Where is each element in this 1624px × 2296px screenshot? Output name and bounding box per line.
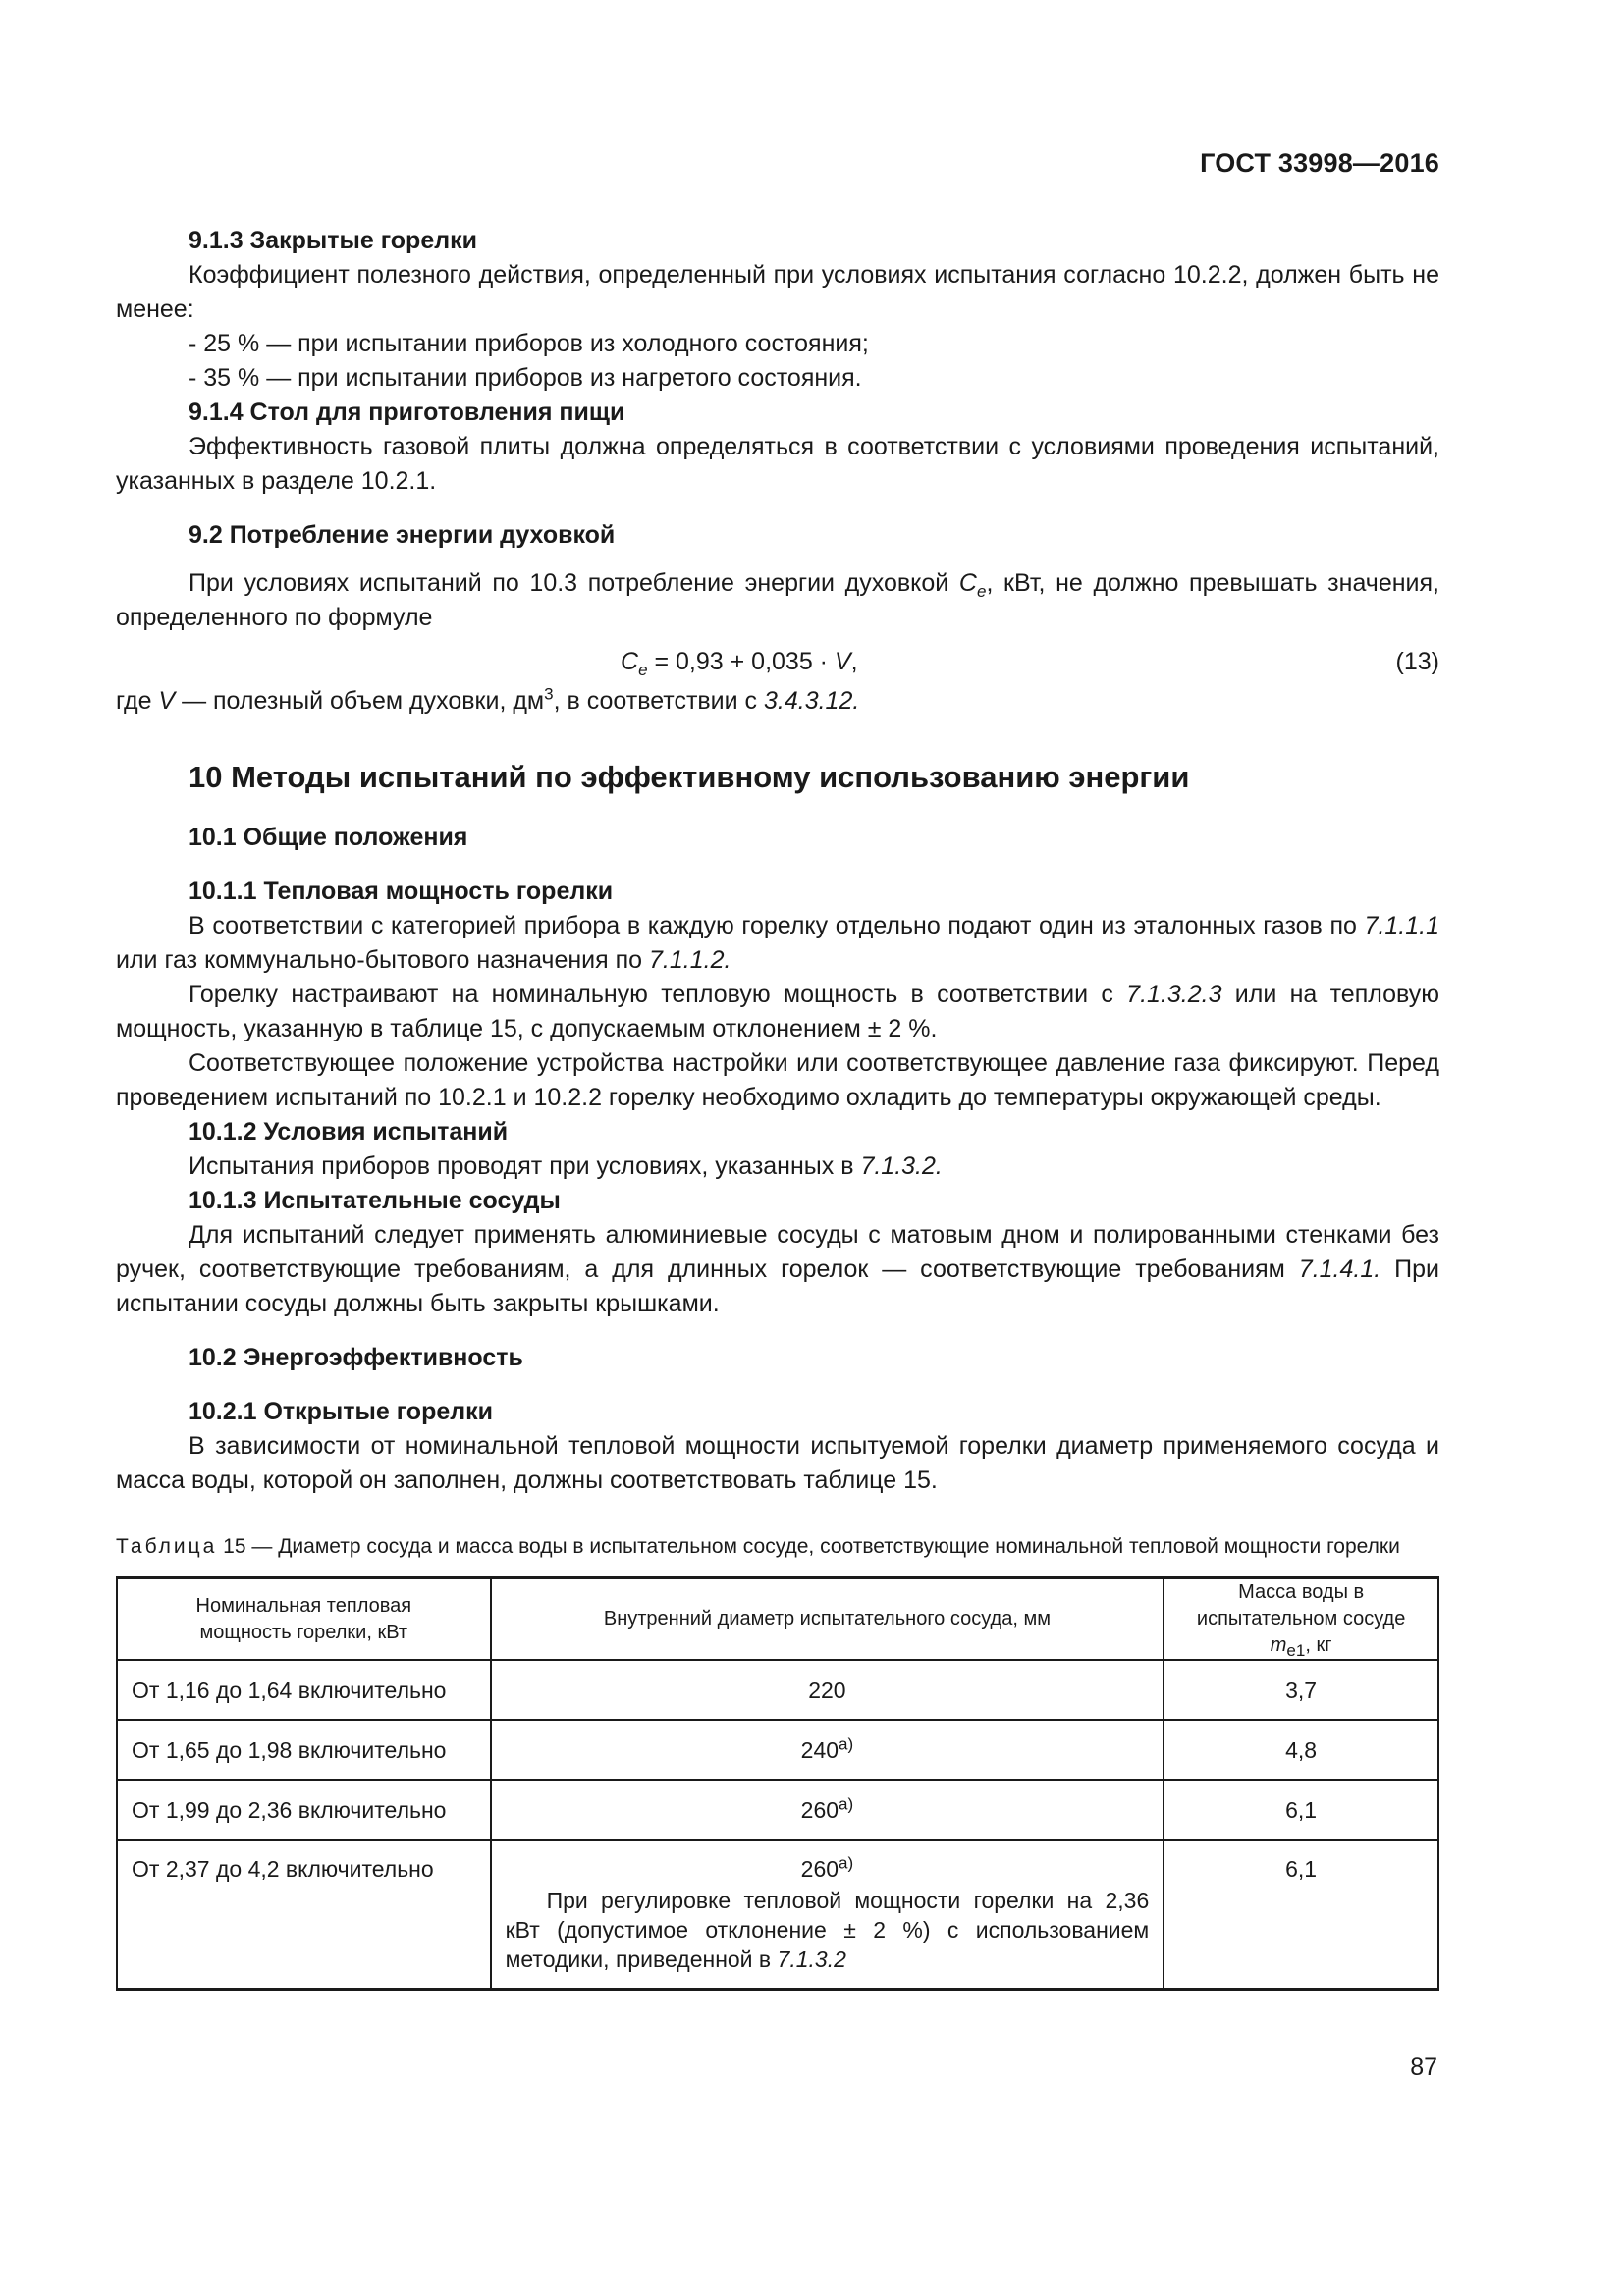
heading-9-2: 9.2 Потребление энергии духовкой: [189, 521, 616, 549]
paragraph: В соответствии с категорией прибора в каждую горелку отдельно подают один из эталонных газов по 7.1.1.1 или газ коммунально-бытового назначения по 7.1.1.2.: [116, 912, 1439, 974]
cell-mass: 3,7: [1164, 1660, 1438, 1720]
table-row: [117, 1780, 1438, 1840]
paragraph: Испытания приборов проводят при условиях, указанных в 7.1.3.2.: [189, 1152, 943, 1180]
cell-note: При регулировке тепловой мощности горелки на 2,36 кВт (допустимое отклонение ± 2 %) с использованием методики, приведенной в 7.1.3.2: [505, 1888, 1150, 1972]
heading-9-1-3: 9.1.3 Закрытые горелки: [189, 227, 477, 254]
heading-9-1-4: 9.1.4 Стол для приготовления пищи: [189, 399, 625, 426]
table-15: [116, 1576, 1439, 1991]
document-code: ГОСТ 33998—2016: [1200, 148, 1439, 178]
page-number: 87: [1410, 2054, 1437, 2081]
page-body: [116, 224, 1439, 1991]
table-caption: Таблица 15 — Диаметр сосуда и масса воды в испытательном сосуде, соответствующие номинальной тепловой мощности горелки: [116, 1535, 1400, 1558]
formula-explanation: где V — полезный объем духовки, $дм^3$, в соответствии с 3.4.3.12.: [116, 684, 860, 715]
cell-mass: 4,8: [1164, 1720, 1438, 1780]
heading-10-1-3: 10.1.3 Испытательные сосуды: [189, 1187, 561, 1214]
cell-mass: 6,1: [1164, 1780, 1438, 1840]
paragraph: Горелку настраивают на номинальную тепловую мощность в соответствии с 7.1.3.2.3 или на тепловую мощность, указанную в таблице 15, с допускаемым отклонением ± 2 %.: [116, 981, 1440, 1042]
heading-10-2: 10.2 Энергоэффективность: [189, 1344, 523, 1371]
column-header-diameter: Внутренний диаметр испытательного сосуда, мм: [491, 1578, 1164, 1661]
heading-10-2-1: 10.2.1 Открытые горелки: [189, 1398, 494, 1425]
cell-diameter: 260$^{a)}$ При регулировке тепловой мощности горелки на 2,36 кВт (допустимое отклонение ± 2 %) с использованием методики, приведенной в 7.1.3.2: [491, 1840, 1164, 1990]
cell-power: От 2,37 до 4,2 включительно: [117, 1840, 491, 1990]
cell-power: От 1,16 до 1,64 включительно: [117, 1660, 491, 1720]
heading-10-1-1: 10.1.1 Тепловая мощность горелки: [189, 878, 614, 905]
table-header-row: [117, 1578, 1438, 1661]
cell-mass: 6,1: [1164, 1840, 1438, 1990]
formula-number: (13): [1395, 648, 1439, 675]
formula-13: [116, 641, 1439, 684]
heading-10-1: 10.1 Общие положения: [189, 824, 468, 851]
table-row: [117, 1840, 1438, 1990]
paragraph: Соответствующее положение устройства настройки или соответствующее давление газа фиксируют. Перед проведением испытаний по 10.2.1 и 10.2.2 горелку необходимо охладить до температуры окружающей среды.: [116, 1049, 1439, 1111]
paragraph: Эффективность газовой плиты должна определяться в соответствии с условиями проведения испытаний, указанных в разделе 10.2.1.: [116, 433, 1439, 495]
list-item: - 25 % — при испытании приборов из холодного состояния;: [189, 330, 869, 357]
table-row: [117, 1720, 1438, 1780]
table-row: [117, 1660, 1438, 1720]
list-item: - 35 % — при испытании приборов из нагретого состояния.: [189, 364, 862, 392]
paragraph: В зависимости от номинальной тепловой мощности испытуемой горелки диаметр применяемого сосуда и масса воды, которой он заполнен, должны соответствовать таблице 15.: [116, 1432, 1439, 1494]
cell-power: От 1,65 до 1,98 включительно: [117, 1720, 491, 1780]
column-header-power: Номинальная тепловая мощность горелки, кВт: [117, 1578, 491, 1661]
cell-diameter: 220: [491, 1660, 1164, 1720]
formula-expression: $C_e = 0,93 + 0,035 \cdot V$,: [621, 648, 858, 679]
cell-diameter: 260$^{a)}$: [491, 1780, 1164, 1840]
cell-power: От 1,99 до 2,36 включительно: [117, 1780, 491, 1840]
column-header-mass: Масса воды в испытательном сосуде $m_{e1}$, кг: [1164, 1578, 1438, 1661]
footnote-mark: a): [839, 1734, 854, 1753]
heading-section-10: 10 Методы испытаний по эффективному использованию энергии: [189, 760, 1190, 794]
footnote-mark: a): [839, 1853, 854, 1873]
paragraph: Для испытаний следует применять алюминиевые сосуды с матовым дном и полированными стенками без ручек, соответствующие требованиям, а для длинных горелок — соответствующие требованиям 7.1.4.1. При испытании сосуды должны быть закрыты крышками.: [116, 1221, 1439, 1317]
footnote-mark: a): [839, 1793, 854, 1813]
paragraph: Коэффициент полезного действия, определенный при условиях испытания согласно 10.2.2, должен быть не менее:: [116, 261, 1439, 323]
paragraph: При условиях испытаний по 10.3 потребление энергии духовкой $C_e$, кВт, не должно превышать значения, определенного по формуле: [116, 569, 1439, 631]
cell-diameter: 240$^{a)}$: [491, 1720, 1164, 1780]
heading-10-1-2: 10.1.2 Условия испытаний: [189, 1118, 509, 1146]
